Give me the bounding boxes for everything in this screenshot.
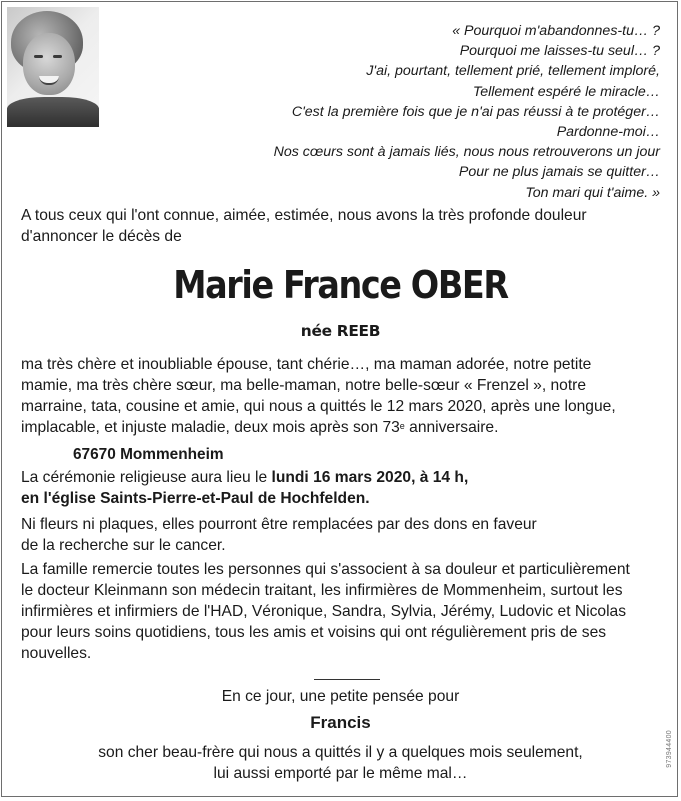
deceased-name: Marie France OBER <box>173 263 508 307</box>
ceremony-details <box>21 467 671 509</box>
relationship-paragraph <box>21 354 671 438</box>
poem-line: Ton mari qui t'aime. » <box>525 184 660 201</box>
divider <box>314 679 380 680</box>
obituary-notice <box>1 1 678 797</box>
poem-line: C'est la première fois que je n'ai pas réussi à te protéger… <box>291 103 660 120</box>
bio-line: implacable, et injuste maladie, deux mois après son 73e anniversaire. <box>21 419 499 436</box>
bio-line: mamie, ma très chère sœur, ma belle-maman, notre belle-sœur « Frenzel », notre <box>21 377 587 394</box>
bio-line: marraine, tata, cousine et amie, qui nous a quittés le 12 mars 2020, après une longue, <box>21 398 616 415</box>
intro-line: A tous ceux qui l'ont connue, aimée, estimée, nous avons la très profonde douleur <box>21 207 587 224</box>
poem <box>120 21 660 203</box>
family-location: 67670 Mommenheim <box>73 446 224 463</box>
poem-line: Tellement espéré le miracle… <box>472 83 660 100</box>
poem-line: Pardonne-moi… <box>556 124 660 141</box>
poem-line: Pour ne plus jamais se quitter… <box>458 164 660 181</box>
reference-number: 973944400 <box>666 730 673 768</box>
bio-line: ma très chère et inoubliable épouse, tant chérie…, ma maman adorée, notre petite <box>21 356 592 373</box>
intro-line: d'annoncer le décès de <box>21 228 182 245</box>
thanks-paragraph: La famille remercie toutes les personnes qui s'associent à sa douleur et particulièrement le docteur Kleinmann son médecin traitant, les infirmières de Mommenheim, surtout les infirmières et infirmiers de l'HAD, Véronique, Sandra, Sylvia, Jérémy, Ludovic et Nicolas pour leurs soins quotidiens, tous les amis et voisins qui ont régulièrement pris de ses nouvelles. <box>21 561 630 662</box>
memorial-text: son cher beau-frère qui nous a quittés il y a quelques mois seulement, lui aussi emporté par le même mal… <box>98 744 583 782</box>
ceremony-line: La cérémonie religieuse aura lieu le lundi 16 mars 2020, à 14 h, <box>21 469 469 486</box>
announcement-intro <box>21 205 671 247</box>
poem-line: Nos cœurs sont à jamais liés, nous nous retrouverons un jour <box>273 144 660 161</box>
poem-line: Pourquoi me laisses-tu seul… ? <box>459 43 660 60</box>
flowers-notice: Ni fleurs ni plaques, elles pourront être remplacées par des dons en faveur de la recherche sur le cancer. <box>21 516 537 554</box>
memorial-intro: En ce jour, une petite pensée pour <box>221 688 460 705</box>
maiden-name: née REEB <box>300 322 381 340</box>
ceremony-date: lundi 16 mars 2020, à 14 h, <box>271 469 469 486</box>
poem-line: J'ai, pourtant, tellement prié, tellement imploré, <box>366 63 660 80</box>
poem-line: « Pourquoi m'abandonnes-tu… ? <box>452 23 660 39</box>
portrait-photo <box>7 7 99 127</box>
memorial-name: Francis <box>310 713 371 732</box>
ceremony-place: en l'église Saints-Pierre-et-Paul de Hochfelden. <box>21 490 370 507</box>
